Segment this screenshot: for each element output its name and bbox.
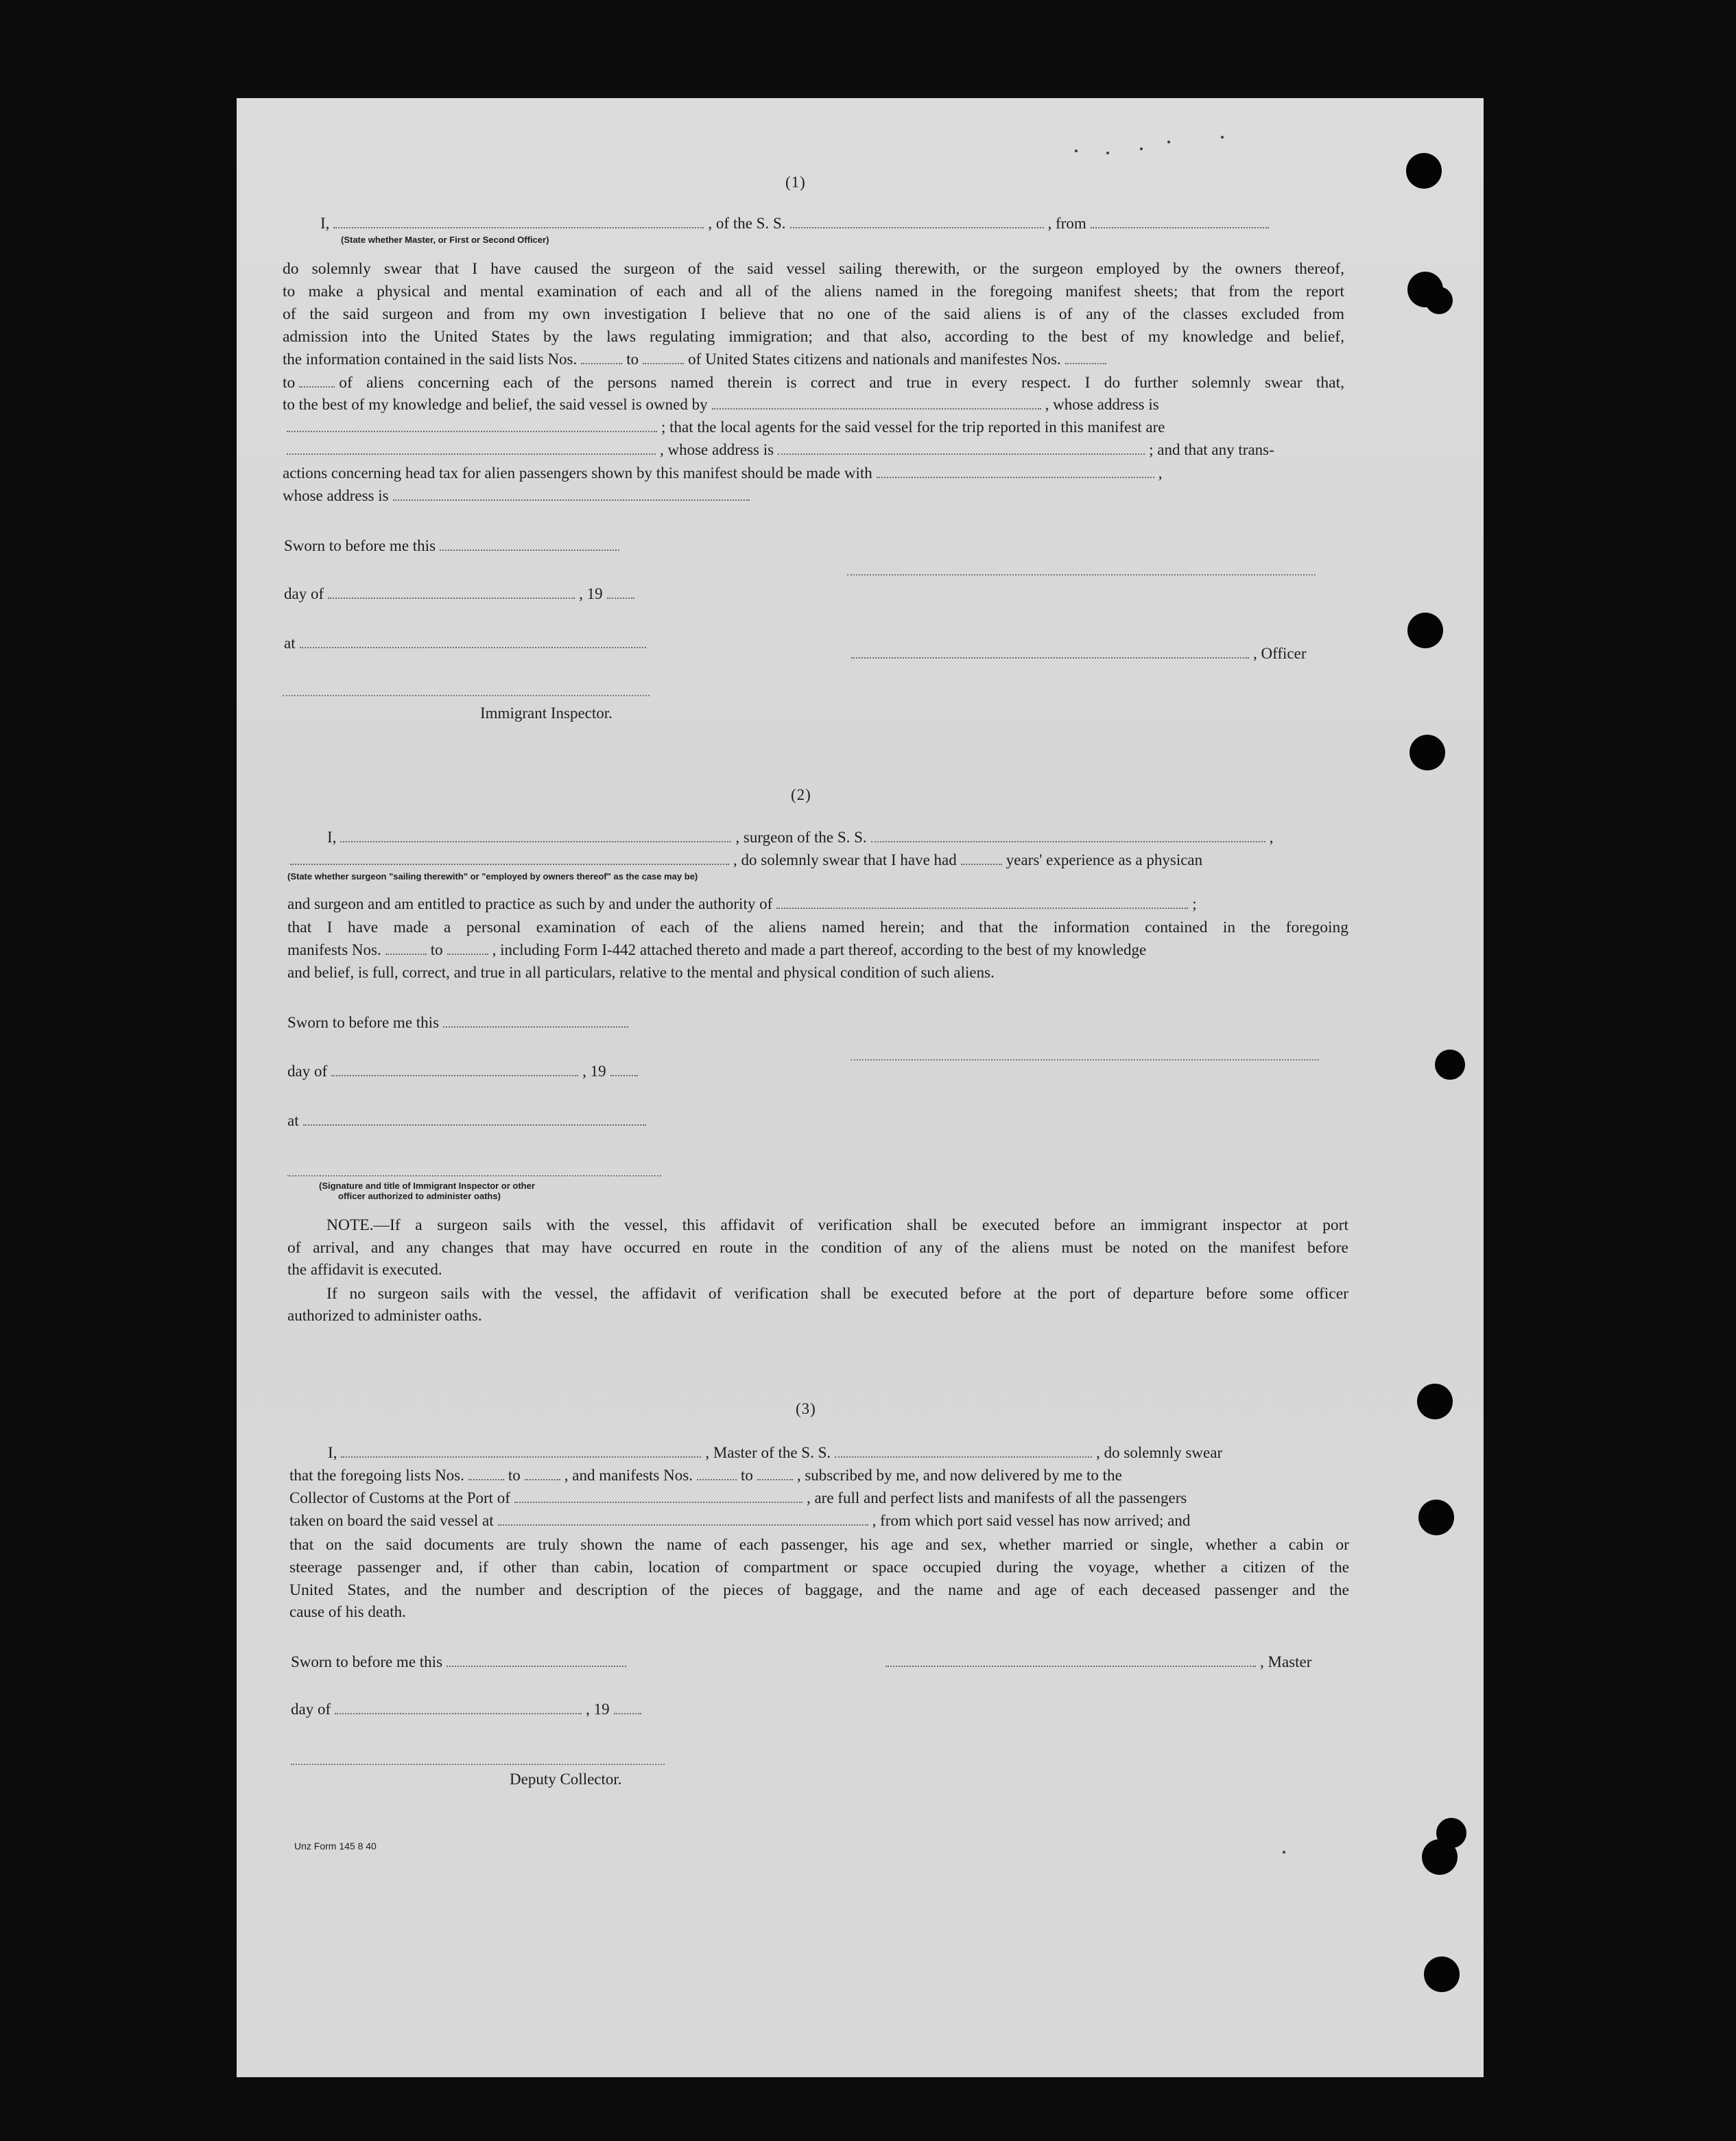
s2-manifest-from-field[interactable] — [385, 954, 427, 955]
s1-line8: to the best of my knowledge and belief, the said vessel is owned by , whose address is — [283, 396, 1159, 413]
s3-month-field[interactable] — [335, 1713, 582, 1714]
s2-line5: manifests Nos. to , including Form I-442 attached thereto and made a part thereof, according to the best of my knowledge — [287, 941, 1147, 958]
s1-line12: whose address is — [283, 486, 754, 506]
s1-line3: to make a physical and mental examination of each and all of the aliens named in the foregoing manifest sheets; that from the report — [283, 283, 1344, 300]
note-1-line2: of arrival, and any changes that may have occurred en route in the condition of any of the aliens must be noted on the manifest before — [287, 1239, 1348, 1257]
s1-line4: of the said surgeon and from my own investigation I believe that no one of the said aliens is of any of the classes excluded from — [283, 305, 1344, 323]
speck — [1283, 1851, 1285, 1854]
note-1-line1: NOTE.—If a surgeon sails with the vessel, this affidavit of verification shall be executed before an immigrant inspector at port — [326, 1216, 1348, 1234]
s1-officer-line: , Officer — [847, 643, 1306, 664]
s1-line9: ; that the local agents for the said vessel for the trip reported in this manifest are — [283, 417, 1165, 438]
rank-field[interactable] — [333, 227, 704, 228]
s1-place-field[interactable] — [300, 647, 646, 648]
s3-line5: that on the said documents are truly shown the name of each passenger, his age and sex, whether married or single, whether a cabin or — [289, 1536, 1349, 1554]
s3-line7: United States, and the number and description of the pieces of baggage, and the name and age of each deceased passenger and the — [289, 1581, 1349, 1599]
speck — [1075, 150, 1078, 152]
s1-year-field[interactable] — [607, 598, 634, 599]
s1-sworn: Sworn to before me this — [284, 536, 623, 556]
vessel-name-field[interactable] — [790, 227, 1044, 228]
s1-day-of: day of , 19 — [284, 584, 639, 604]
s1-signature-line[interactable] — [847, 574, 1316, 576]
s2-line4: that I have made a personal examination of each of the aliens named herein; and that the information contained in the foregoing — [287, 919, 1348, 936]
s1-line7: to of aliens concerning each of the persons named therein is correct and true in every respect. I do further solemnly swear that, — [283, 374, 1344, 392]
years-experience-field[interactable] — [961, 864, 1002, 865]
form-sheet — [237, 98, 1484, 2077]
punch-hole — [1424, 1956, 1460, 1992]
note-1-line3: the affidavit is executed. — [287, 1261, 442, 1278]
s1-line5: admission into the United States by the laws regulating immigration; and that also, according to the best of my knowledge and belief, — [283, 328, 1344, 346]
s3-manifest-to-field[interactable] — [757, 1479, 793, 1480]
s3-line6: steerage passenger and, if other than cabin, location of compartment or space occupied during the voyage, whether a citizen of the — [289, 1559, 1349, 1576]
customs-port-field[interactable] — [514, 1502, 802, 1503]
s2-sig-note-1: (Signature and title of Immigrant Inspector or other — [319, 1181, 535, 1191]
note-2-line1: If no surgeon sails with the vessel, the affidavit of verification shall be executed before at the port of departure before some officer — [326, 1285, 1348, 1303]
form-number: Unz Form 145 8 40 — [294, 1841, 377, 1852]
s1-line6: the information contained in the said lists Nos. to of United States citizens and nationals and manifestes Nos. — [283, 349, 1110, 370]
s1-line1: I, , of the S. S. , from — [320, 213, 1273, 234]
punch-hole — [1418, 1500, 1454, 1535]
section-3-number: (3) — [796, 1400, 816, 1417]
s1-officer-signature-field[interactable] — [851, 657, 1249, 659]
s1-line2: do solemnly swear that I have caused the surgeon of the said vessel sailing therewith, or the surgeon employed by the owners thereof, — [283, 260, 1344, 278]
s1-inspector-line[interactable] — [283, 695, 650, 696]
s2-signature-line[interactable] — [851, 1059, 1319, 1061]
s2-place-field[interactable] — [303, 1124, 646, 1126]
list-to-field[interactable] — [643, 363, 684, 364]
s3-sworn-date-field[interactable] — [447, 1666, 626, 1667]
s3-sworn: Sworn to before me this — [291, 1652, 630, 1672]
s2-sworn: Sworn to before me this — [287, 1013, 632, 1033]
s3-master-name-field[interactable] — [341, 1456, 701, 1458]
manifest-from-field[interactable] — [1065, 363, 1106, 364]
owner-address-field[interactable] — [287, 431, 657, 432]
s3-line8: cause of his death. — [289, 1603, 406, 1620]
s3-line1: I, , Master of the S. S. , do solemnly swear — [328, 1444, 1223, 1461]
punch-hole — [1407, 613, 1443, 648]
punch-hole — [1406, 153, 1442, 189]
s2-line6: and belief, is full, correct, and true in all particulars, relative to the mental and physical condition of such aliens. — [287, 964, 995, 981]
list-from-field[interactable] — [581, 363, 622, 364]
s2-line2: , do solemnly swear that I have had years' experience as a physican — [286, 850, 1202, 871]
s3-master-line: , Master — [881, 1652, 1311, 1672]
s1-line10: , whose address is ; and that any trans- — [283, 440, 1274, 460]
punch-hole — [1435, 1050, 1465, 1080]
s2-day-of: day of , 19 — [287, 1061, 642, 1082]
note-2-line2: authorized to administer oaths. — [287, 1307, 482, 1324]
section-1-number: (1) — [785, 174, 806, 191]
s3-day-of: day of , 19 — [291, 1699, 645, 1720]
surgeon-name-field[interactable] — [340, 841, 731, 842]
head-tax-contact-field[interactable] — [877, 477, 1154, 478]
s1-inspector-label: Immigrant Inspector. — [480, 705, 613, 722]
s2-line1: I, , surgeon of the S. S. , — [327, 829, 1274, 846]
punch-hole — [1422, 1839, 1458, 1875]
s2-line3: and surgeon and am entitled to practice as such by and under the authority of ; — [287, 895, 1197, 912]
s2-year-field[interactable] — [610, 1075, 638, 1076]
s3-line2: that the foregoing lists Nos. to , and manifests Nos. to , subscribed by me, and now delivered by me to the — [289, 1467, 1122, 1484]
s3-manifest-from-field[interactable] — [697, 1479, 737, 1480]
s3-line4: taken on board the said vessel at , from which port said vessel has now arrived; and — [289, 1512, 1191, 1529]
speck — [1106, 152, 1109, 154]
manifest-to-field[interactable] — [299, 386, 335, 388]
s1-month-field[interactable] — [328, 598, 575, 599]
surgeon-type-field[interactable] — [290, 864, 729, 865]
section-2-number: (2) — [791, 786, 811, 803]
s1-line11: actions concerning head tax for alien passengers shown by this manifest should be made with , — [283, 464, 1163, 482]
speck — [1221, 136, 1224, 139]
surgeon-type-note: (State whether surgeon "sailing therewith" or "employed by owners thereof" as the case may be) — [287, 871, 698, 882]
boarding-port-field[interactable] — [498, 1524, 868, 1526]
authority-field[interactable] — [776, 908, 1188, 909]
s1-sworn-date-field[interactable] — [440, 549, 619, 551]
s3-line3: Collector of Customs at the Port of , are full and perfect lists and manifests of all the passengers — [289, 1489, 1187, 1506]
head-tax-address-field[interactable] — [393, 499, 750, 501]
punch-hole — [1417, 1384, 1453, 1419]
s2-sig-note-2: officer authorized to administer oaths) — [338, 1191, 501, 1201]
s3-master-signature-field[interactable] — [885, 1666, 1256, 1667]
s1-at: at — [284, 633, 650, 654]
s2-sworn-date-field[interactable] — [443, 1026, 628, 1028]
speck — [1140, 147, 1143, 150]
s2-manifest-to-field[interactable] — [447, 954, 488, 955]
punch-hole — [1410, 735, 1445, 770]
s2-month-field[interactable] — [331, 1075, 578, 1076]
local-agents-field[interactable] — [287, 453, 656, 455]
s2-inspector-line[interactable] — [287, 1175, 661, 1176]
s3-year-field[interactable] — [614, 1713, 641, 1714]
from-port-field[interactable] — [1091, 227, 1269, 228]
punch-hole — [1425, 287, 1453, 314]
s3-collector-label: Deputy Collector. — [510, 1771, 622, 1788]
s3-list-to-field[interactable] — [525, 1479, 560, 1480]
s3-list-from-field[interactable] — [468, 1479, 504, 1480]
agent-address-field[interactable] — [778, 453, 1145, 455]
s2-vessel-field[interactable] — [871, 841, 1265, 842]
master-officer-note: (State whether Master, or First or Second Officer) — [341, 235, 549, 245]
speck — [1167, 141, 1170, 143]
s2-at: at — [287, 1111, 650, 1131]
s3-collector-line[interactable] — [291, 1764, 665, 1765]
s3-vessel-field[interactable] — [835, 1456, 1092, 1458]
vessel-owner-field[interactable] — [712, 408, 1041, 410]
